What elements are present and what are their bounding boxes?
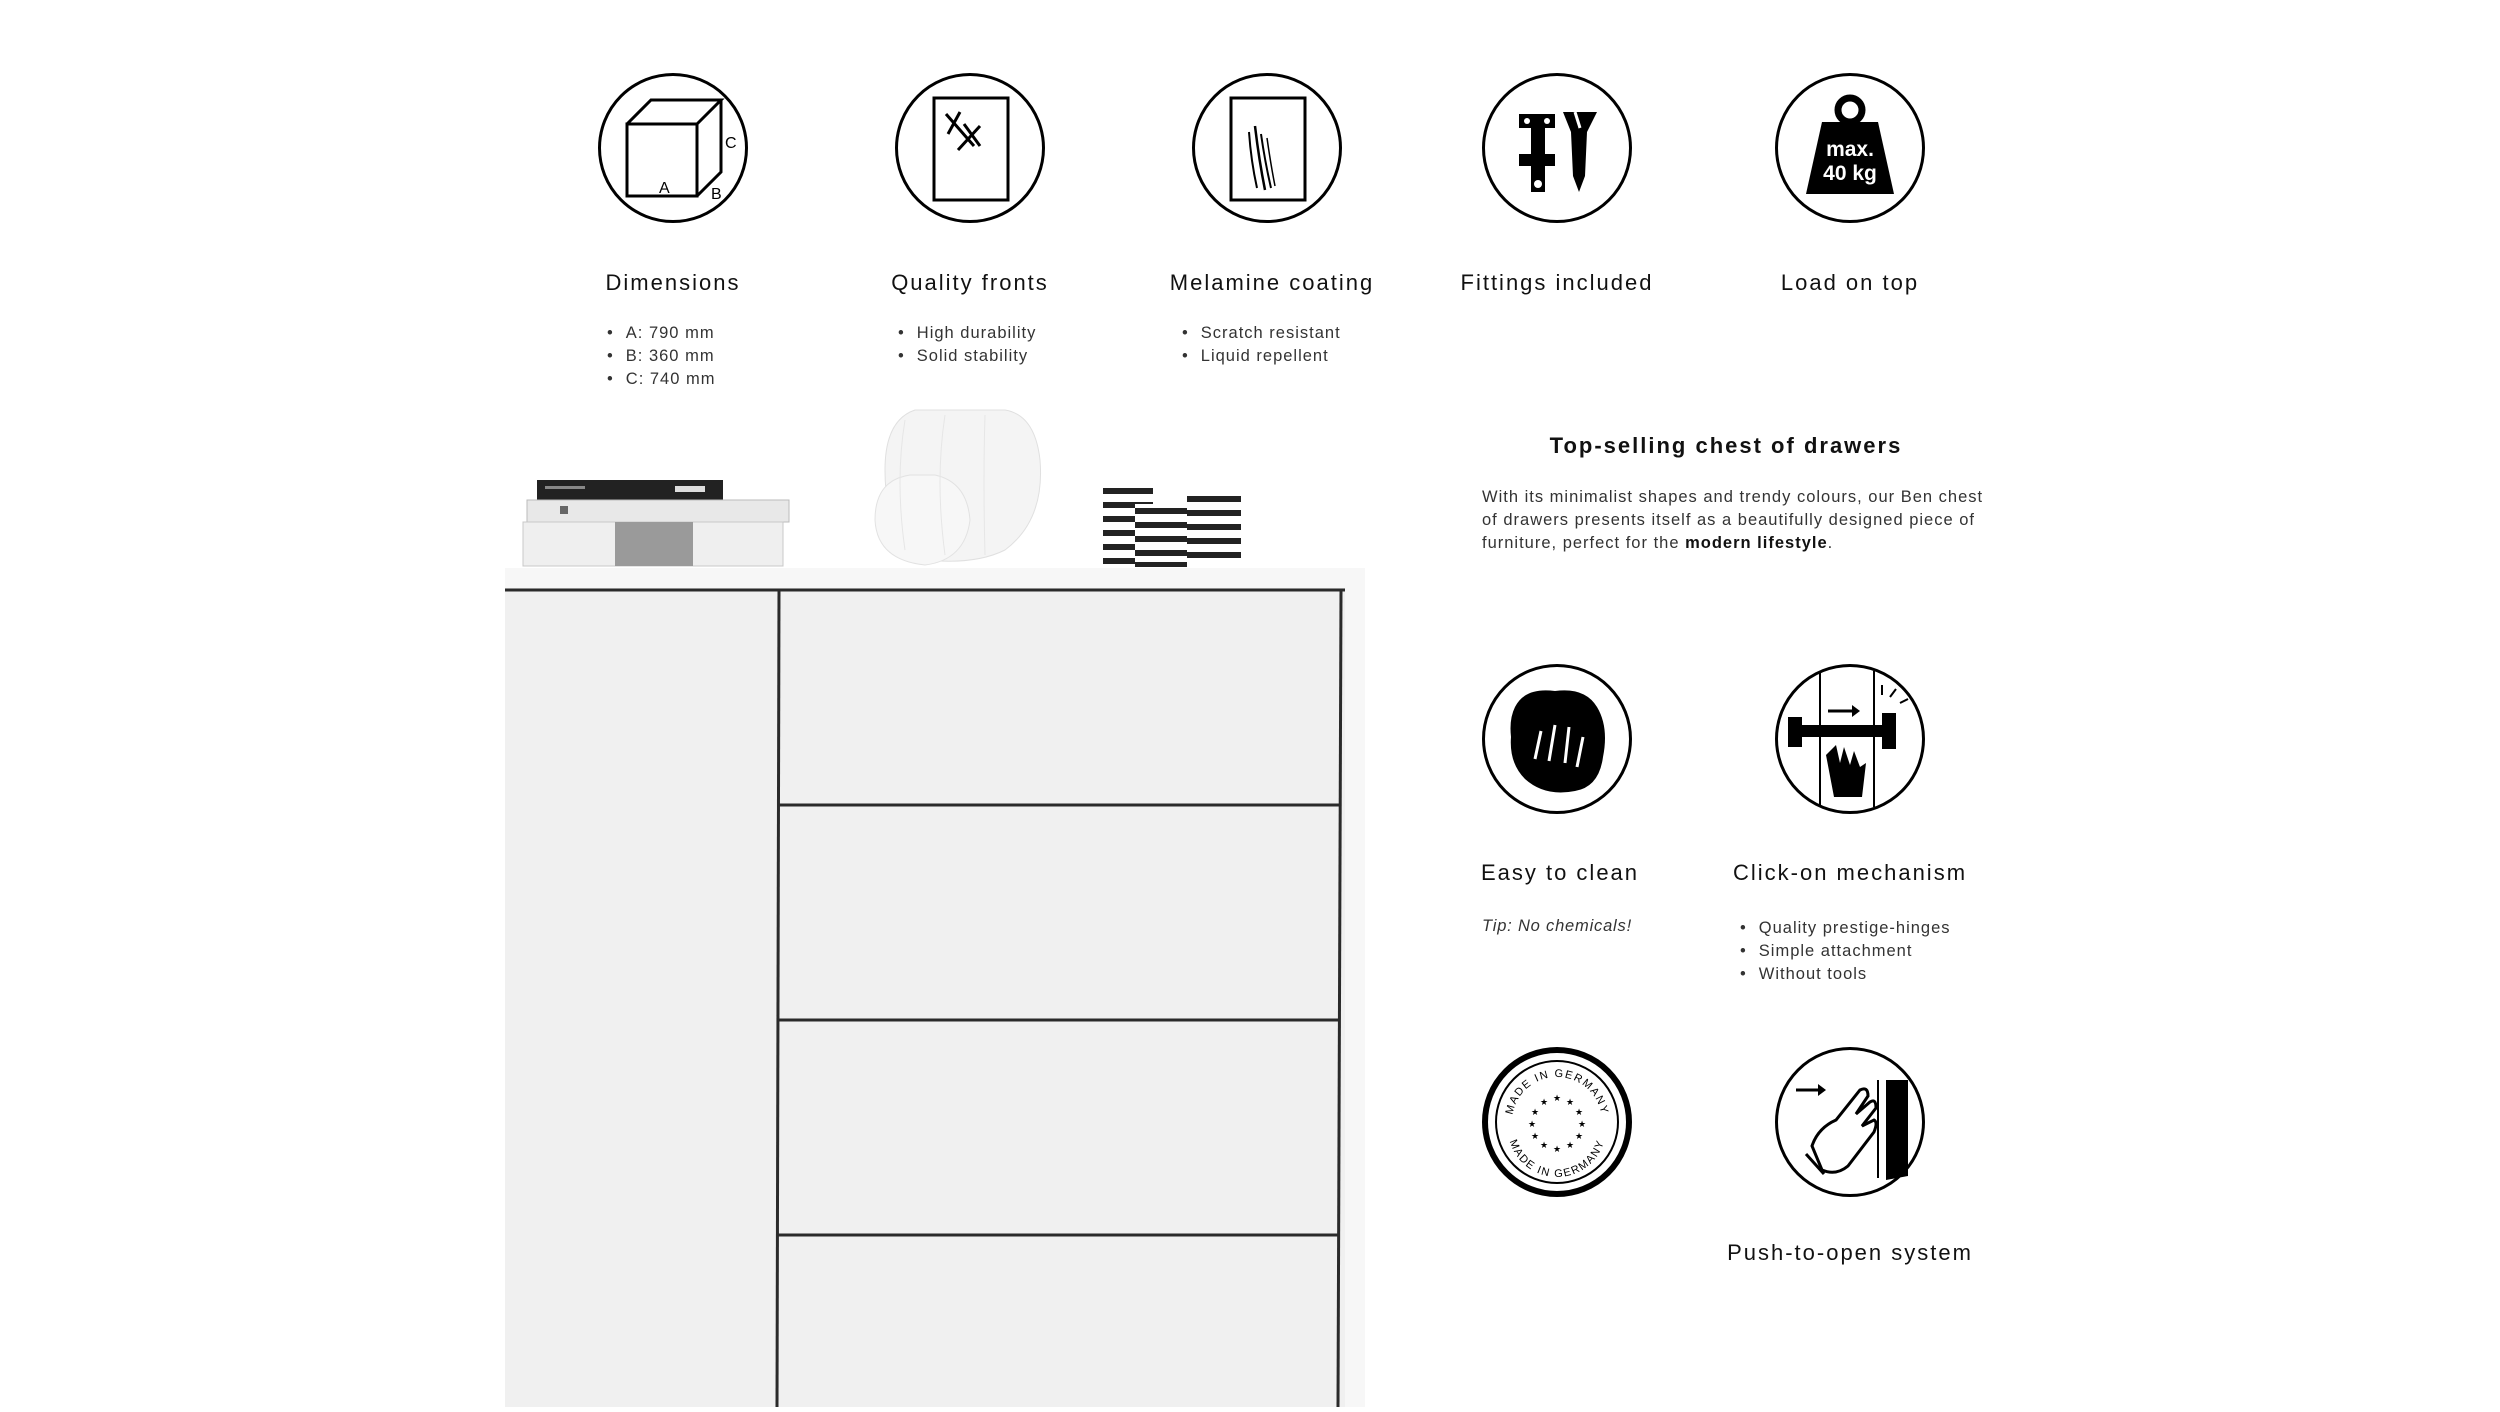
clean-tip: Tip: No chemicals! xyxy=(1482,917,1632,935)
svg-text:★: ★ xyxy=(1565,1141,1575,1151)
hinge-click-icon xyxy=(1775,664,1925,814)
svg-text:★: ★ xyxy=(1574,1132,1584,1142)
load-title: Load on top xyxy=(1780,270,1920,295)
list-item: • Without tools xyxy=(1740,963,1951,986)
clean-title: Easy to clean xyxy=(1480,860,1640,885)
dimension-letter-b: B xyxy=(711,186,722,203)
weight-icon-text-max: max. xyxy=(1826,138,1874,161)
click-on-title: Click-on mechanism xyxy=(1732,860,1968,885)
dimension-letter-a: A xyxy=(659,180,670,197)
quality-fronts-title: Quality fronts xyxy=(891,270,1049,295)
weight-icon xyxy=(1775,73,1925,223)
cube-dimensions-icon xyxy=(598,73,748,223)
click-on-list xyxy=(1740,917,1951,986)
hand-cloth-icon xyxy=(1482,664,1632,814)
quality-fronts-list xyxy=(898,322,1036,368)
svg-text:★: ★ xyxy=(1577,1120,1587,1130)
list-item: • Scratch resistant xyxy=(1182,322,1341,345)
scratched-panel-icon xyxy=(1192,73,1342,223)
list-item: • A: 790 mm xyxy=(607,322,715,345)
hinge-screw-icon xyxy=(1482,73,1632,223)
dimensions-title: Dimensions xyxy=(605,270,741,295)
svg-text:★: ★ xyxy=(1527,1120,1537,1130)
product-image xyxy=(505,400,1375,1407)
chest-of-drawers xyxy=(505,568,1365,1407)
dimension-letter-c: C xyxy=(725,135,737,152)
seal-text-bottom: MADE IN GERMANY xyxy=(1506,1137,1608,1181)
svg-text:★: ★ xyxy=(1565,1098,1575,1108)
push-to-open-title: Push-to-open system xyxy=(1727,1240,1973,1265)
weight-icon-text-kg: 40 kg xyxy=(1823,162,1877,185)
list-item: • B: 360 mm xyxy=(607,345,715,368)
promo-text: With its minimalist shapes and trendy colours, our Ben chest of drawers presents itself as a beautifully designed piece of furniture, perfect for the xyxy=(1482,488,1984,552)
list-item: • Simple attachment xyxy=(1740,940,1951,963)
made-in-germany-seal-icon xyxy=(1482,1047,1632,1197)
list-item: • Liquid repellent xyxy=(1182,345,1341,368)
svg-text:★: ★ xyxy=(1539,1098,1549,1108)
list-item: • C: 740 mm xyxy=(607,368,715,391)
svg-text:★: ★ xyxy=(1530,1108,1540,1118)
striped-cups-decor xyxy=(1103,484,1241,568)
dimensions-list xyxy=(607,322,715,391)
melamine-title: Melamine coating xyxy=(1169,270,1375,295)
push-hand-icon xyxy=(1775,1047,1925,1197)
promo-heading: Top-selling chest of drawers xyxy=(1549,433,1903,458)
svg-text:★: ★ xyxy=(1552,1145,1562,1155)
promo-text-bold: modern lifestyle xyxy=(1685,534,1828,552)
books-decor xyxy=(523,480,789,566)
panel-cross-icon xyxy=(895,73,1045,223)
svg-text:★: ★ xyxy=(1530,1132,1540,1142)
seal-text-top: MADE IN GERMANY xyxy=(1503,1067,1611,1116)
promo-paragraph xyxy=(1482,486,2002,555)
vases-decor xyxy=(875,410,1041,565)
svg-text:★: ★ xyxy=(1552,1094,1562,1104)
promo-text-end: . xyxy=(1827,534,1834,552)
list-item: • Quality prestige-hinges xyxy=(1740,917,1951,940)
svg-text:★: ★ xyxy=(1539,1141,1549,1151)
melamine-list xyxy=(1182,322,1341,368)
fittings-title: Fittings included xyxy=(1460,270,1654,295)
list-item: • Solid stability xyxy=(898,345,1036,368)
svg-text:★: ★ xyxy=(1574,1108,1584,1118)
list-item: • High durability xyxy=(898,322,1036,345)
